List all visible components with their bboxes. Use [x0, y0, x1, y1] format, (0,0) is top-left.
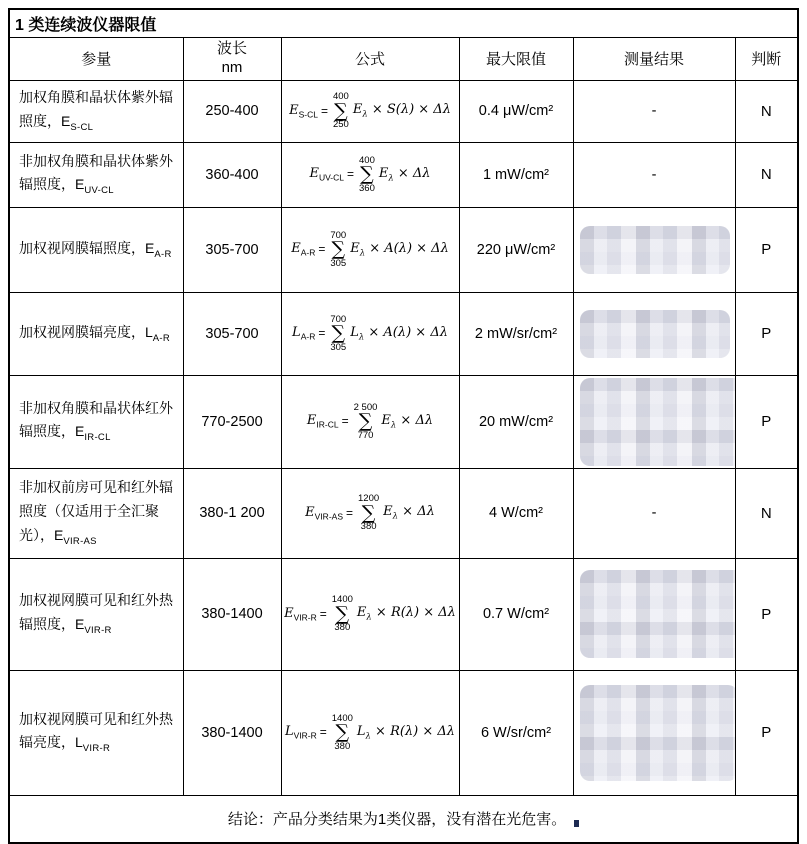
formula: $E_{VIR-AS}$ = 1200 ∑ 380 $E_\lambda \times \Delta\lambda$ — [305, 493, 435, 533]
sigma-symbol: ∑ — [361, 501, 376, 524]
table-row — [9, 80, 798, 142]
summation: 1400 ∑ 380 — [331, 594, 353, 634]
redacted-measurement — [580, 570, 736, 658]
limit-cell: 0.7 W/cm² — [459, 558, 573, 670]
wavelength-cell: 360-400 — [183, 142, 281, 207]
judgment-cell: P — [735, 670, 798, 795]
formula: $E_{S-CL}$ = 400 ∑ 250 $E_\lambda \times S(\lambda) \times \Delta\lambda$ — [289, 91, 451, 131]
formula: $E_{VIR-R}$ = 1400 ∑ 380 $E_\lambda \times R(\lambda) \times \Delta\lambda$ — [284, 594, 456, 634]
redacted-measurement — [580, 685, 736, 781]
sigma-symbol: ∑ — [335, 721, 350, 744]
table-body — [9, 80, 798, 795]
result-cell: - — [573, 142, 735, 207]
judgment-cell: P — [735, 207, 798, 292]
param-text: 加权视网膜可见和红外热辐照度， — [19, 592, 173, 632]
param-cell — [9, 558, 183, 670]
param-text: 加权视网膜辐照度， — [19, 239, 145, 256]
redacted-measurement — [580, 378, 736, 466]
limit-cell: 0.4 μW/cm² — [459, 80, 573, 142]
table-row — [9, 292, 798, 375]
limit-cell: 20 mW/cm² — [459, 375, 573, 468]
param-text: 非加权角膜和晶状体紫外辐照度， — [19, 152, 173, 193]
formula-cell — [281, 375, 459, 468]
param-symbol: $E_{VIR-AS}$ — [54, 526, 97, 547]
param-symbol: $E_{VIR-R}$ — [75, 615, 112, 636]
param-symbol: $L_{VIR-R}$ — [75, 734, 111, 755]
result-cell — [573, 292, 735, 375]
summation: 400 ∑ 250 — [332, 91, 349, 131]
param-cell — [9, 142, 183, 207]
param-text: 加权视网膜辐亮度， — [19, 323, 145, 340]
header-param: 参量 — [9, 38, 183, 81]
wavelength-cell: 770-2500 — [183, 375, 281, 468]
title-row — [9, 9, 798, 38]
param-symbol: $E_{S-CL}$ — [61, 112, 94, 133]
summation: 2 500 ∑ 770 — [353, 401, 378, 441]
table-title: 1 类连续波仪器限值 — [9, 9, 798, 38]
result-cell: - — [573, 80, 735, 142]
formula: $E_{IR-CL}$ = 2 500 ∑ 770 $E_\lambda \times \Delta\lambda$ — [306, 401, 434, 441]
header-wavelength-label: 波长 — [216, 40, 247, 57]
param-symbol: $E_{A-R}$ — [145, 239, 172, 260]
summation: 1200 ∑ 380 — [358, 493, 380, 533]
param-cell — [9, 670, 183, 795]
formula-cell — [281, 80, 459, 142]
header-wavelength — [183, 38, 281, 81]
judgment-cell: N — [735, 468, 798, 558]
wavelength-cell: 305-700 — [183, 207, 281, 292]
wavelength-cell: 250-400 — [183, 80, 281, 142]
judgment-cell: N — [735, 80, 798, 142]
summation: 700 ∑ 305 — [330, 229, 347, 269]
wavelength-cell: 380-1400 — [183, 558, 281, 670]
sigma-symbol: ∑ — [335, 602, 350, 625]
text-cursor-artifact — [574, 820, 579, 827]
sigma-symbol: ∑ — [358, 410, 373, 433]
judgment-cell: P — [735, 292, 798, 375]
result-cell: - — [573, 468, 735, 558]
result-cell — [573, 207, 735, 292]
summation: 1400 ∑ 380 — [331, 712, 353, 752]
wavelength-cell: 380-1400 — [183, 670, 281, 795]
limit-cell: 6 W/sr/cm² — [459, 670, 573, 795]
sigma-symbol: ∑ — [331, 238, 346, 261]
param-cell — [9, 207, 183, 292]
sigma-symbol: ∑ — [334, 99, 348, 122]
formula: $E_{UV-CL}$ = 400 ∑ 360 $E_\lambda \times \Delta\lambda$ — [309, 154, 431, 194]
limit-cell: 1 mW/cm² — [459, 142, 573, 207]
table-row — [9, 468, 798, 558]
result-cell — [573, 670, 735, 795]
param-cell — [9, 80, 183, 142]
param-symbol: $E_{UV-CL}$ — [75, 176, 114, 197]
param-text: 非加权角膜和晶状体红外辐照度， — [19, 399, 173, 440]
limit-cell: 220 μW/cm² — [459, 207, 573, 292]
wavelength-cell: 305-700 — [183, 292, 281, 375]
table-row — [9, 375, 798, 468]
summation: 400 ∑ 360 — [359, 154, 375, 194]
table-row — [9, 670, 798, 795]
sigma-symbol: ∑ — [360, 163, 374, 186]
formula-cell — [281, 142, 459, 207]
formula-cell — [281, 292, 459, 375]
formula: $L_{VIR-R}$ = 1400 ∑ 380 $L_\lambda \times R(\lambda) \times \Delta\lambda$ — [284, 712, 456, 752]
param-cell — [9, 468, 183, 558]
summation: 700 ∑ 305 — [330, 313, 347, 353]
result-cell — [573, 558, 735, 670]
sigma-symbol: ∑ — [331, 322, 346, 345]
header-wavelength-unit: nm — [221, 58, 243, 76]
formula-cell — [281, 558, 459, 670]
formula: $L_{A-R}$ = 700 ∑ 305 $L_\lambda \times A(\lambda) \times \Delta\lambda$ — [292, 313, 448, 353]
param-text: 非加权前房可见和红外辐照度（仅适用于全汇聚光）， — [19, 479, 173, 543]
redacted-measurement — [580, 310, 730, 358]
formula: $E_{A-R}$ = 700 ∑ 305 $E_\lambda \times A(\lambda) \times \Delta\lambda$ — [291, 229, 449, 269]
table-row — [9, 558, 798, 670]
param-cell — [9, 375, 183, 468]
param-text: 加权视网膜可见和红外热辐亮度， — [19, 710, 173, 751]
formula-cell — [281, 468, 459, 558]
limits-table — [8, 8, 799, 844]
header-limit: 最大限值 — [459, 38, 573, 81]
header-formula: 公式 — [281, 38, 459, 81]
param-cell — [9, 292, 183, 375]
table-row — [9, 207, 798, 292]
param-text: 加权角膜和晶状体紫外辐照度， — [19, 89, 173, 129]
header-judgment: 判断 — [735, 38, 798, 81]
header-row — [9, 38, 798, 81]
param-symbol: $L_{A-R}$ — [145, 323, 171, 344]
judgment-cell: N — [735, 142, 798, 207]
table-row — [9, 142, 798, 207]
judgment-cell: P — [735, 558, 798, 670]
limit-cell: 2 mW/sr/cm² — [459, 292, 573, 375]
conclusion-row — [9, 795, 798, 843]
result-cell — [573, 375, 735, 468]
formula-cell — [281, 207, 459, 292]
header-result: 测量结果 — [573, 38, 735, 81]
judgment-cell: P — [735, 375, 798, 468]
param-symbol: $E_{IR-CL}$ — [75, 423, 111, 444]
formula-cell — [281, 670, 459, 795]
conclusion-text: 结论：产品分类结果为1类仪器，没有潜在光危害。 — [227, 811, 567, 829]
wavelength-cell: 380-1 200 — [183, 468, 281, 558]
redacted-measurement — [580, 226, 730, 274]
limit-cell: 4 W/cm² — [459, 468, 573, 558]
conclusion-cell — [9, 795, 798, 843]
